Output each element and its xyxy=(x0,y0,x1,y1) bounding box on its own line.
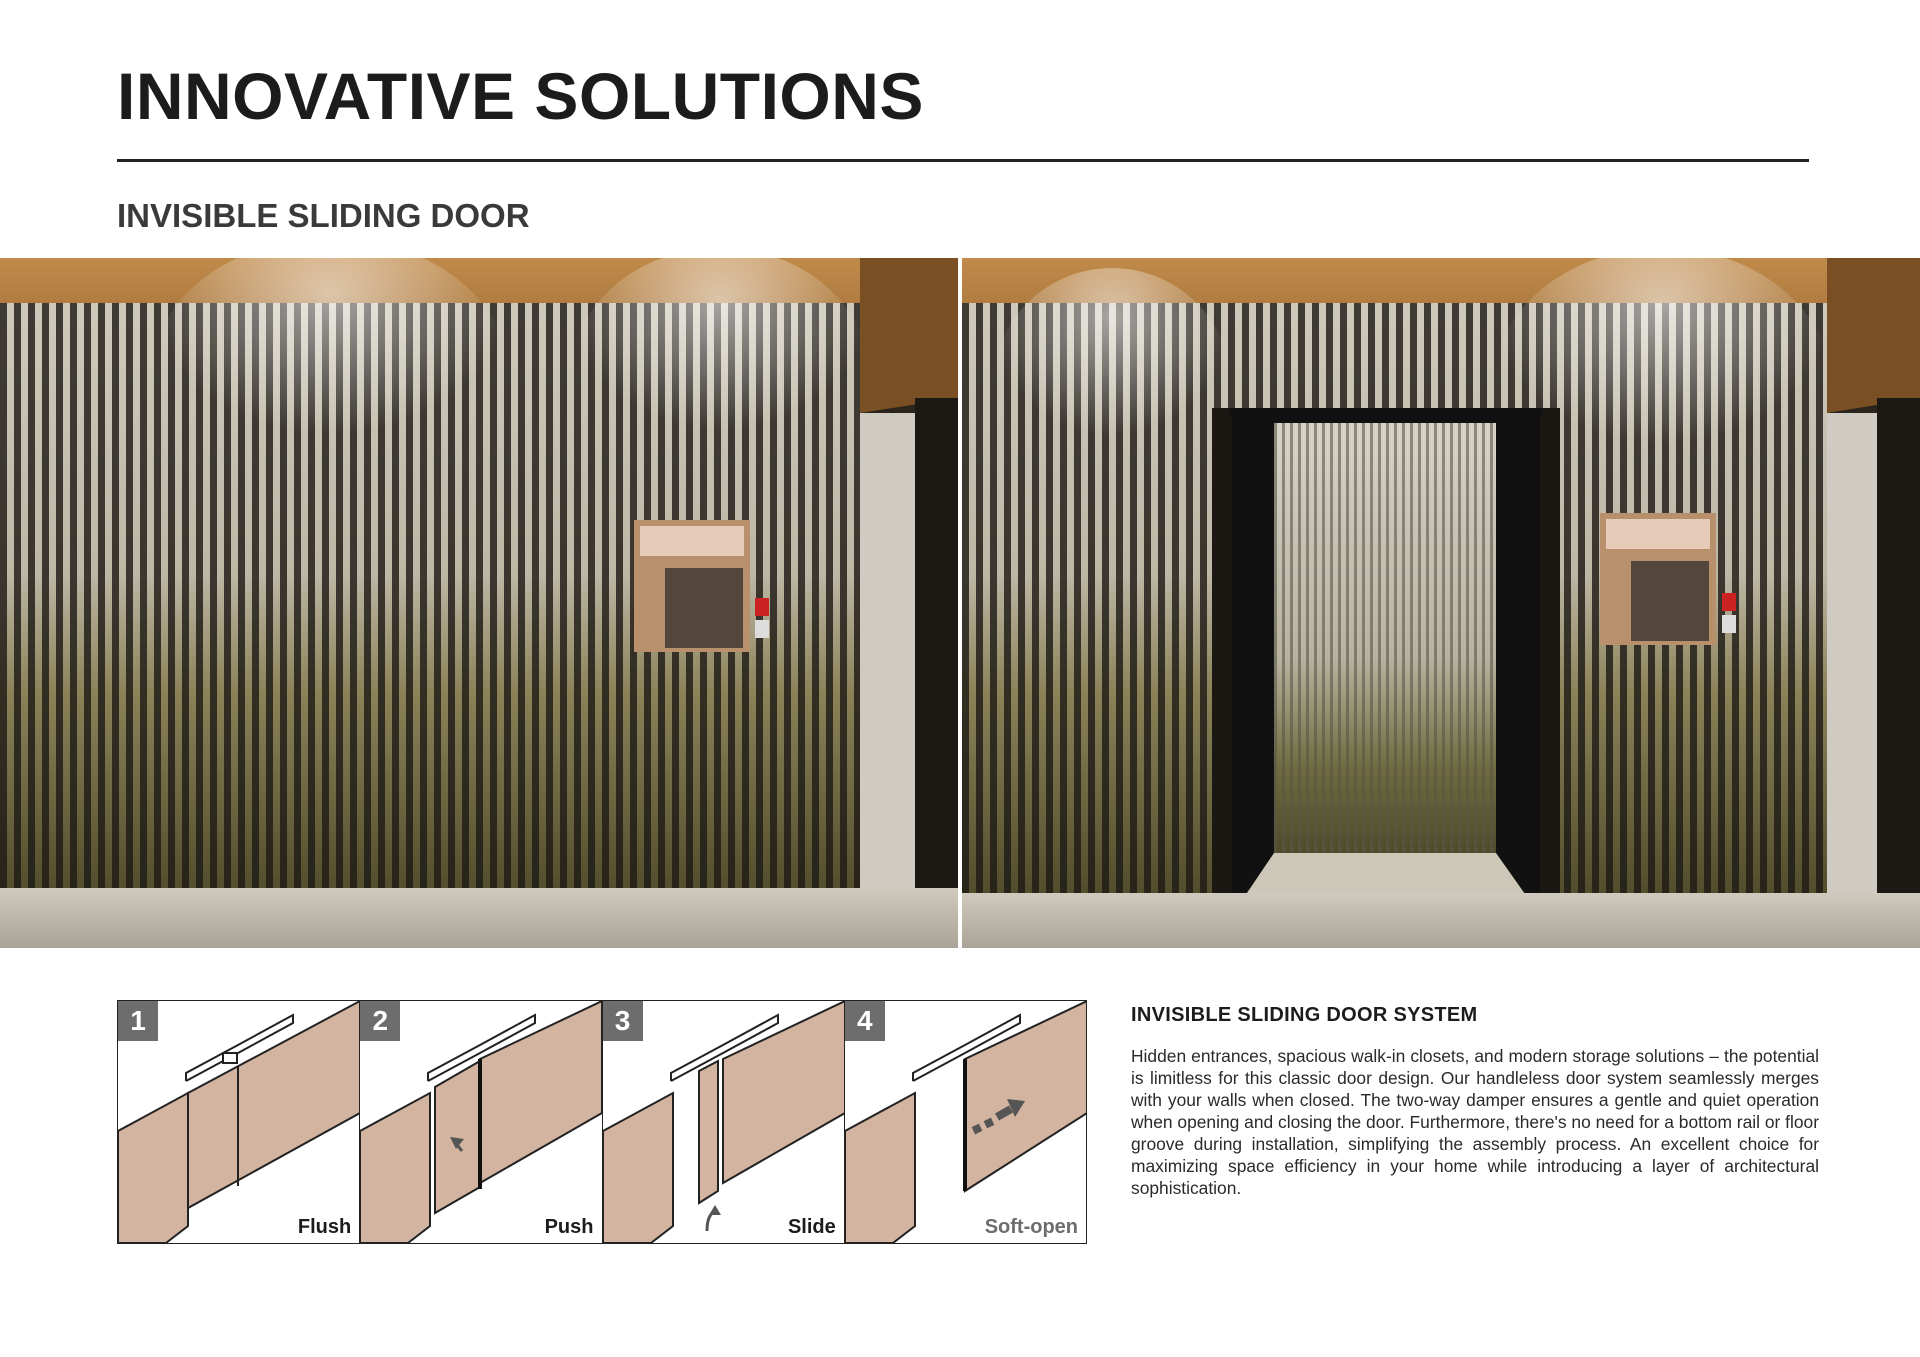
page-title: INNOVATIVE SOLUTIONS xyxy=(117,59,924,133)
step-soft-open xyxy=(845,1001,1086,1243)
door-closed-photo xyxy=(0,258,958,948)
section-subtitle: INVISIBLE SLIDING DOOR xyxy=(117,197,530,234)
system-heading: INVISIBLE SLIDING DOOR SYSTEM xyxy=(1131,1004,1478,1026)
step-label: Slide xyxy=(787,1216,836,1238)
step-number: 1 xyxy=(118,1001,158,1041)
step-number: 3 xyxy=(603,1001,643,1041)
door-open-photo xyxy=(962,258,1920,948)
step-label: Flush xyxy=(297,1216,352,1238)
step-number: 2 xyxy=(360,1001,400,1041)
operation-steps xyxy=(117,1000,1087,1244)
title-divider xyxy=(117,159,1809,162)
step-flush xyxy=(118,1001,360,1243)
step-label: Soft-open xyxy=(984,1216,1078,1238)
system-body-text: Hidden entrances, spacious walk-in closets, and modern storage solutions – the potential is limitless for this classic door design. Our handleless door system seamlessly merges with your walls when closed. The two-way damper ensures a gentle and quiet operation when opening and closing the door. Furthermore, there's no need for a bottom rail or floor groove during installation, simplifying the assembly process. An excellent choice for maximizing space efficiency in your home while introducing a layer of architectural sophistication. xyxy=(1131,1046,1819,1198)
step-number: 4 xyxy=(845,1001,885,1041)
system-description xyxy=(1131,1000,1819,1199)
step-slide xyxy=(603,1001,845,1243)
step-push xyxy=(360,1001,602,1243)
step-label: Push xyxy=(544,1216,594,1238)
